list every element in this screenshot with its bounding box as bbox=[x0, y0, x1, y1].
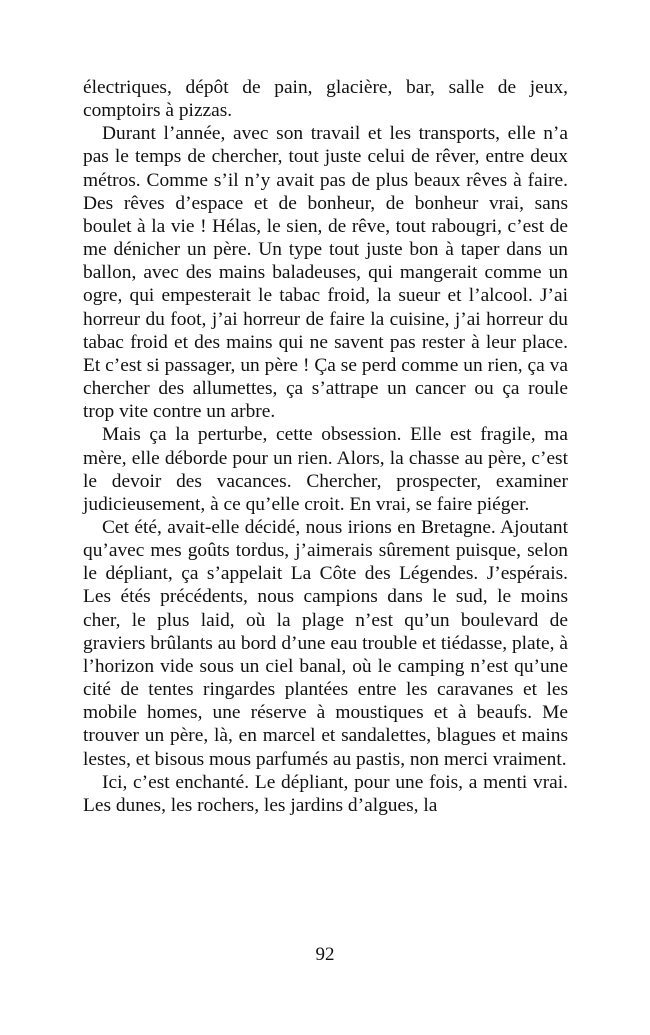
paragraph: électriques, dépôt de pain, glacière, bar, salle de jeux, comptoirs à pizzas. bbox=[83, 77, 568, 122]
paragraph: Ici, c’est enchanté. Le dépliant, pour une fois, a menti vrai. Les dunes, les rochers, les jardins d’algues, la bbox=[83, 771, 568, 816]
page-number: 92 bbox=[315, 944, 335, 965]
paragraph: Durant l’année, avec son travail et les transports, elle n’a pas le temps de chercher, tout juste celui de rêver, entre deux métros. Comme s’il n’y avait pas de plus beaux rêves à faire. Des rêves d’espace et de bonheur, de bonheur vrai, sans boulet à la vie ! Hélas, le sien, de rêve, tout rabougri, c’est de me dénicher un père. Un type tout juste bon à taper dans un ballon, avec des mains baladeuses, qui mangerait comme un ogre, qui empesterait le tabac froid, la sueur et l’alcool. J’ai horreur du foot, j’ai horreur de faire la cuisine, j’ai horreur du tabac froid et des mains qui ne savent pas rester à leur place. Et c’est si passager, un père ! Ça se perd comme un rien, ça va chercher des allumettes, ça s’attrape un cancer ou ça roule trop vite contre un arbre. bbox=[83, 123, 568, 423]
body-text bbox=[83, 76, 568, 817]
paragraph: Mais ça la perturbe, cette obsession. Elle est fragile, ma mère, elle déborde pour un rien. Alors, la chasse au père, c’est le devoir des vacances. Chercher, prospecter, examiner judicieusement, à ce qu’elle croit. En vrai, se faire piéger. bbox=[83, 424, 568, 515]
paragraph: Cet été, avait-elle décidé, nous irions en Bretagne. Ajoutant qu’avec mes goûts tordus, j’aimerais sûrement puisque, selon le dépliant, ça s’appelait La Côte des Légendes. J’espérais. Les étés précédents, nous campions dans le sud, le moins cher, le plus laid, où la plage n’est qu’un boulevard de graviers brûlants au bord d’une eau trouble et tiédasse, plate, à l’horizon vide sous un ciel banal, où le camping n’est qu’une cité de tentes ringardes plantées entre les caravanes et les mobile homes, une réserve à moustiques et à beaufs. Me trouver un père, là, en marcel et sandalettes, blagues et mains lestes, et bisous mous parfumés au pastis, non merci vraiment. bbox=[83, 516, 568, 770]
